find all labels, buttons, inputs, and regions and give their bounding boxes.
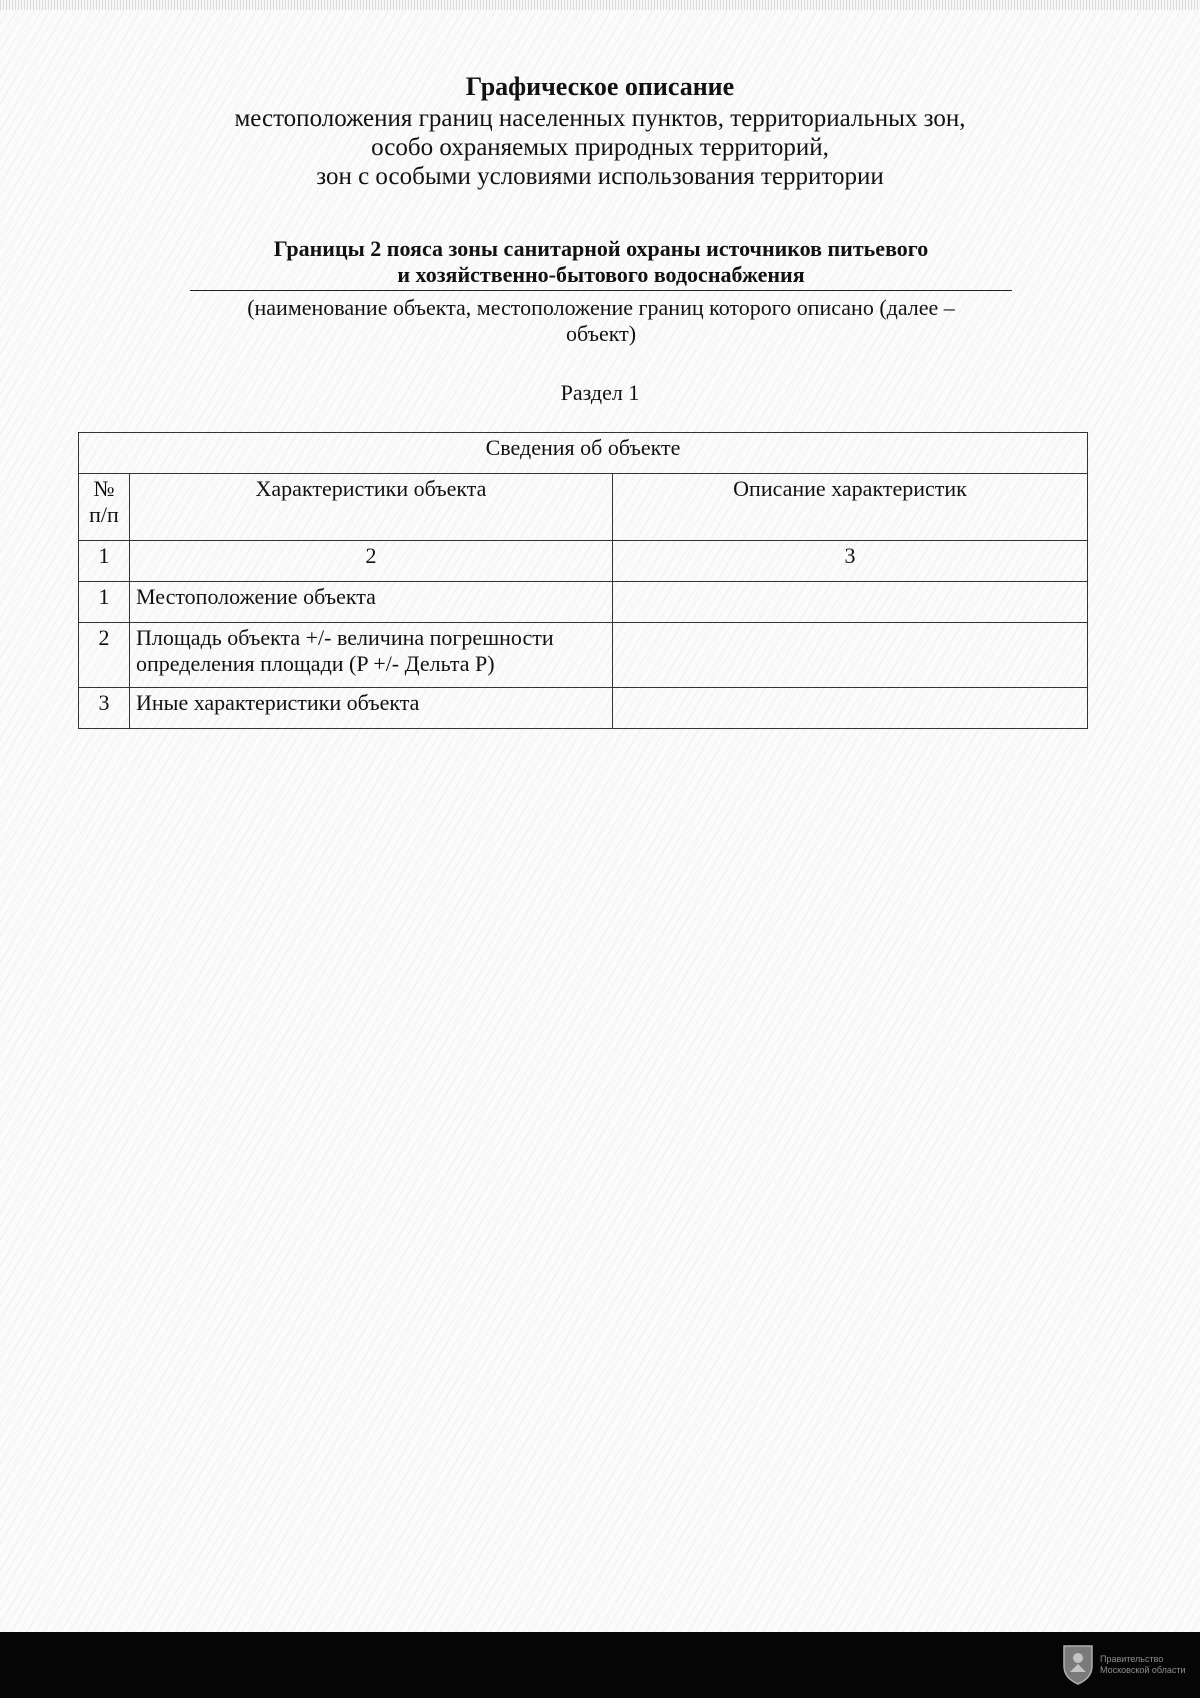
row-characteristic: Местоположение объекта bbox=[130, 582, 613, 623]
object-block bbox=[190, 236, 1012, 347]
row-description bbox=[613, 688, 1088, 729]
footer-bar bbox=[0, 1632, 1200, 1698]
object-name bbox=[190, 236, 1012, 291]
row-description bbox=[613, 623, 1088, 688]
document-header bbox=[0, 70, 1200, 191]
object-name-line-2: и хозяйственно-бытового водоснабжения bbox=[397, 262, 805, 287]
table-caption-row bbox=[79, 433, 1088, 474]
header-num: № п/п bbox=[79, 474, 130, 541]
scan-edge-strip bbox=[0, 0, 1200, 10]
row-num: 2 bbox=[79, 623, 130, 688]
row-characteristic: Площадь объекта +/- величина погрешности определения площади (P +/- Дельта P) bbox=[130, 623, 613, 688]
column-index-3: 3 bbox=[613, 541, 1088, 582]
footer-text-line-2: Московской области bbox=[1100, 1665, 1186, 1675]
object-info-table bbox=[78, 432, 1088, 729]
footer-text bbox=[1100, 1654, 1196, 1676]
table-row bbox=[79, 623, 1088, 688]
row-num: 3 bbox=[79, 688, 130, 729]
table-index-row bbox=[79, 541, 1088, 582]
header-characteristic: Характеристики объекта bbox=[130, 474, 613, 541]
row-description bbox=[613, 582, 1088, 623]
table-row bbox=[79, 582, 1088, 623]
table-row bbox=[79, 688, 1088, 729]
footer-text-line-1: Правительство bbox=[1100, 1654, 1164, 1664]
table-caption: Сведения об объекте bbox=[79, 433, 1088, 474]
row-characteristic: Иные характеристики объекта bbox=[130, 688, 613, 729]
document-title: Графическое описание bbox=[465, 72, 735, 101]
object-name-line-1: Границы 2 пояса зоны санитарной охраны источников питьевого bbox=[273, 236, 929, 261]
column-index-2: 2 bbox=[130, 541, 613, 582]
document-subtitle-line-3: зон с особыми условиями использования территории bbox=[316, 163, 884, 190]
section-label: Раздел 1 bbox=[560, 380, 640, 405]
object-caption-line-2: объект) bbox=[565, 321, 637, 346]
header-description: Описание характеристик bbox=[613, 474, 1088, 541]
document-subtitle-line-2: особо охраняемых природных территорий, bbox=[371, 134, 829, 161]
object-caption-line-1: (наименование объекта, местоположение границ которого описано (далее – bbox=[247, 295, 955, 320]
row-num: 1 bbox=[79, 582, 130, 623]
table-header-row bbox=[79, 474, 1088, 541]
document-subtitle-line-1: местоположения границ населенных пунктов, территориальных зон, bbox=[234, 105, 966, 132]
object-caption bbox=[190, 295, 1012, 347]
column-index-1: 1 bbox=[79, 541, 130, 582]
coat-of-arms-icon bbox=[1058, 1642, 1098, 1686]
